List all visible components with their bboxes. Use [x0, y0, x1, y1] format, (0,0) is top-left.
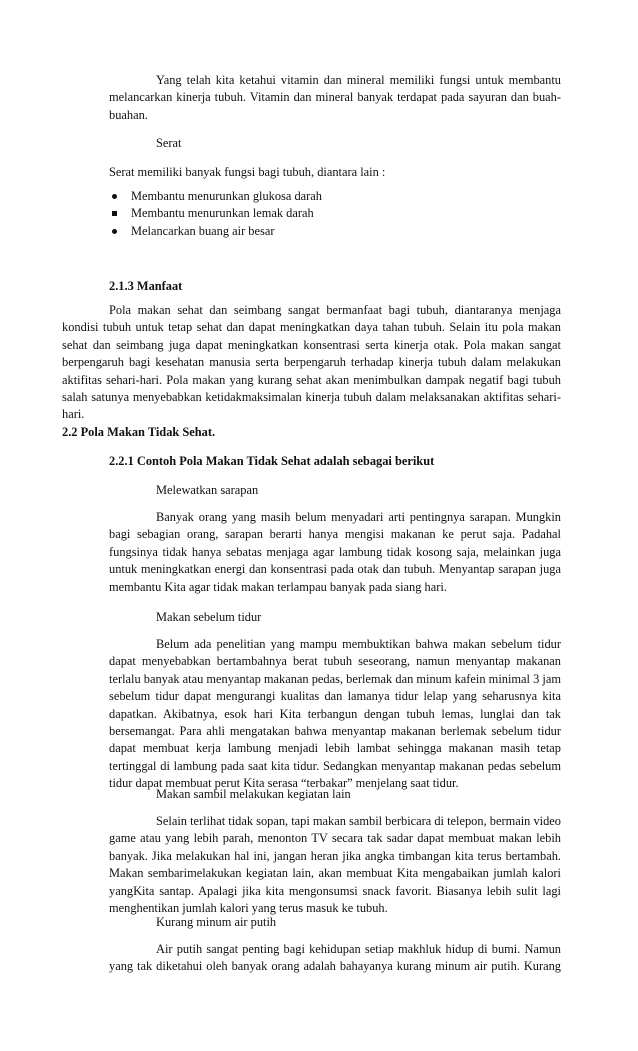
- bullet-icon: [112, 194, 117, 199]
- list-item: [109, 223, 322, 240]
- serat-heading: Serat: [156, 136, 182, 150]
- item-paragraph-kegiatan: Selain terlihat tidak sopan, tapi makan sambil berbicara di telepon, bermain video game atau yang lebih parah, menonton TV secara tak sadar dapat membuat makan lebih banyak. Jika melakukan hal ini, jangan heran jika angka timbangan kita terus bertambah. Makan sembarimelakukan kegiatan lain, akan membuat Kita mengabaikan jumlah kalori yangKita santap. Apalagi jika kita mengonsumsi snack favorit. Biasanya lebih sulit lagi menghentikan jumlah kalori yang terus masuk ke tubuh.: [109, 814, 561, 916]
- item-title-tidur: Makan sebelum tidur: [156, 610, 262, 624]
- tidak-sehat-heading: 2.2 Pola Makan Tidak Sehat.: [62, 425, 216, 439]
- bullet-icon: [112, 211, 117, 216]
- vitamin-paragraph: Yang telah kita ketahui vitamin dan mineral memiliki fungsi untuk membantu melancarkan kinerja tubuh. Vitamin dan mineral banyak terdapat pada sayuran dan buah-buahan.: [109, 73, 561, 122]
- item-paragraph-tidur: Belum ada penelitian yang mampu membuktikan bahwa makan sebelum tidur dapat menyebabkan bertambahnya berat tubuh seseorang, namun menyantap makanan terlalu banyak atau menyantap makanan pedas, berlemak dan minum kafein minimal 3 jam sebelum tidur dapat mengurangi kualitas dan lamanya tidur lelap yang seharusnya kita dapatkan. Akibatnya, esok hari Kita terbangun dengan tubuh lemas, lunglai dan tak bersemangat. Para ahli mengatakan bahwa menyantap makanan berlemak sebelum tidur dapat membuat kerja lambung menjadi lebih lambat sehingga makanan masih tetap tertinggal di lambung pada saat kita tidur. Sedangkan menyantap makanan pedas sebelum tidur dapat membuat perut Kita serasa “terbakar” menjelang saat tidur.: [109, 637, 561, 791]
- bullet-icon: [112, 229, 117, 234]
- list-item: [109, 188, 322, 205]
- list-item: [109, 205, 322, 222]
- manfaat-heading: 2.1.3 Manfaat: [109, 279, 183, 293]
- bullet-text: Membantu menurunkan lemak darah: [131, 206, 314, 221]
- contoh-subheading: 2.2.1 Contoh Pola Makan Tidak Sehat adalah sebagai berikut: [109, 454, 435, 468]
- bullet-text: Melancarkan buang air besar: [131, 223, 275, 238]
- serat-intro: Serat memiliki banyak fungsi bagi tubuh, diantara lain :: [109, 165, 386, 179]
- item-paragraph-sarapan: Banyak orang yang masih belum menyadari arti pentingnya sarapan. Mungkin bagi sebagian orang, sarapan berarti hanya mengisi makanan ke perut saja. Padahal fungsinya tidak hanya sebatas menjaga agar lambung tidak kosong saja, melainkan juga untuk meningkatkan energi dan konsentrasi pada otak dan tubuh. Menyantap sarapan juga membantu Kita agar tidak makan terlampau banyak pada siang hari.: [109, 510, 561, 594]
- item-paragraph-air-putih: Air putih sangat penting bagi kehidupan setiap makhluk hidup di bumi. Namun yang tak diketahui oleh banyak orang adalah bahayanya kurang minum air putih. Kurang: [109, 942, 561, 974]
- manfaat-paragraph: Pola makan sehat dan seimbang sangat bermanfaat bagi tubuh, diantaranya menjaga kondisi tubuh untuk tetap sehat dan dapat meningkatkan daya tahan tubuh. Selain itu pola makan sehat dan seimbang juga dapat meningkatkan konsentrasi serta kinerja otak. Pola makan sangat berpengaruh bagi kesehatan manusia serta berpengaruh terhadap kinerja tubuh dalam melakukan aktifitas sehari-hari. Pola makan yang kurang sehat akan menimbulkan dampak negatif bagi tubuh salah satunya menyebabkan ketidakmaksimalan kinerja tubuh dalam melaksanakan aktifitas sehari-hari.: [62, 303, 561, 422]
- item-title-kegiatan: Makan sambil melakukan kegiatan lain: [156, 787, 351, 801]
- item-title-air-putih: Kurang minum air putih: [156, 915, 277, 929]
- serat-bullet-list: [109, 188, 322, 240]
- item-title-sarapan: Melewatkan sarapan: [156, 483, 259, 497]
- bullet-text: Membantu menurunkan glukosa darah: [131, 189, 322, 203]
